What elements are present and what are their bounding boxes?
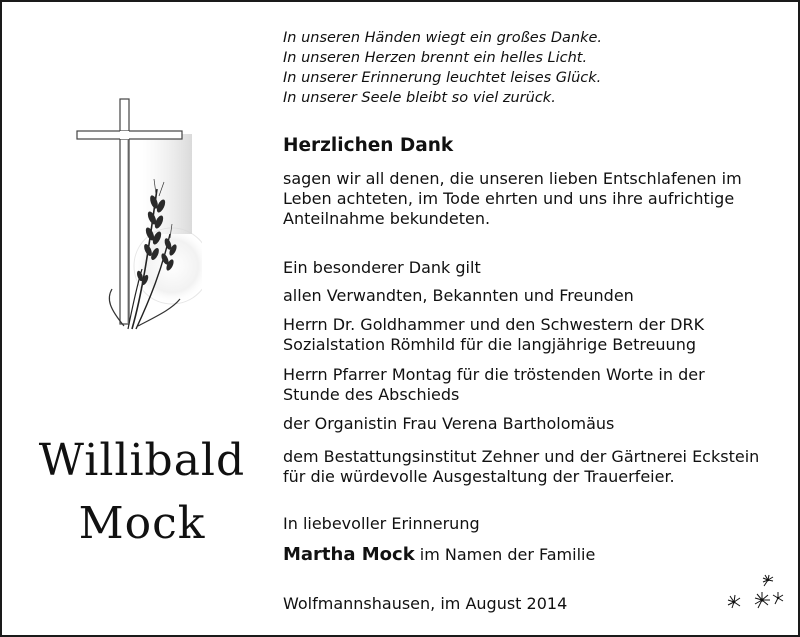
poem-line: In unseren Händen wiegt ein großes Danke. [283,30,602,46]
thanks-line: der Organistin Frau Verena Bartholomäus [283,414,615,433]
intro-text [283,169,788,229]
special-thanks-intro: Ein besonderer Dank gilt [283,258,481,277]
thanks-line: Herrn Pfarrer Montag für die tröstenden Worte in der [283,365,705,384]
poem-line: In unseren Herzen brennt ein helles Licht. [283,50,588,66]
closing-text: In liebevoller Erinnerung [283,514,480,533]
poem-line: In unserer Seele bleibt so viel zurück. [283,90,556,106]
cross-wheat-icon [62,94,202,334]
dandelion-seeds-icon [718,574,788,614]
thanks-line: für die würdevolle Ausgestaltung der Trauerfeier. [283,467,675,486]
thanks-line: Stunde des Abschieds [283,385,460,404]
signature [283,545,788,565]
poem [283,28,783,108]
intro-line: Anteilnahme bekundeten. [283,209,491,228]
thanks-item [283,414,788,434]
poem-line: In unserer Erinnerung leuchtet leises Glück. [283,70,602,86]
thanks-item [283,447,788,487]
thanks-line: allen Verwandten, Bekannten und Freunden [283,286,634,305]
thanks-line: Sozialstation Römhild für die langjährige Betreuung [283,335,696,354]
intro-line: sagen wir all denen, die unseren lieben Entschlafenen im [283,169,742,188]
thanks-line: dem Bestattungsinstitut Zehner und der Gärtnerei Eckstein [283,447,760,466]
signer-name: Martha Mock [283,544,415,565]
intro-line: Leben achteten, im Tode ehrten und uns ihre aufrichtige [283,189,735,208]
deceased-last-name: Mock [78,498,206,549]
thanks-line: Herrn Dr. Goldhammer und den Schwestern der DRK [283,315,705,334]
thanks-item [283,286,788,306]
place-date: Wolfmannshausen, im August 2014 [283,594,568,613]
thanks-heading: Herzlichen Dank [283,135,454,156]
deceased-first-name: Willibald [38,435,246,486]
thanks-item [283,315,788,355]
signer-family-note: im Namen der Familie [419,545,596,564]
thanks-item [283,365,788,405]
